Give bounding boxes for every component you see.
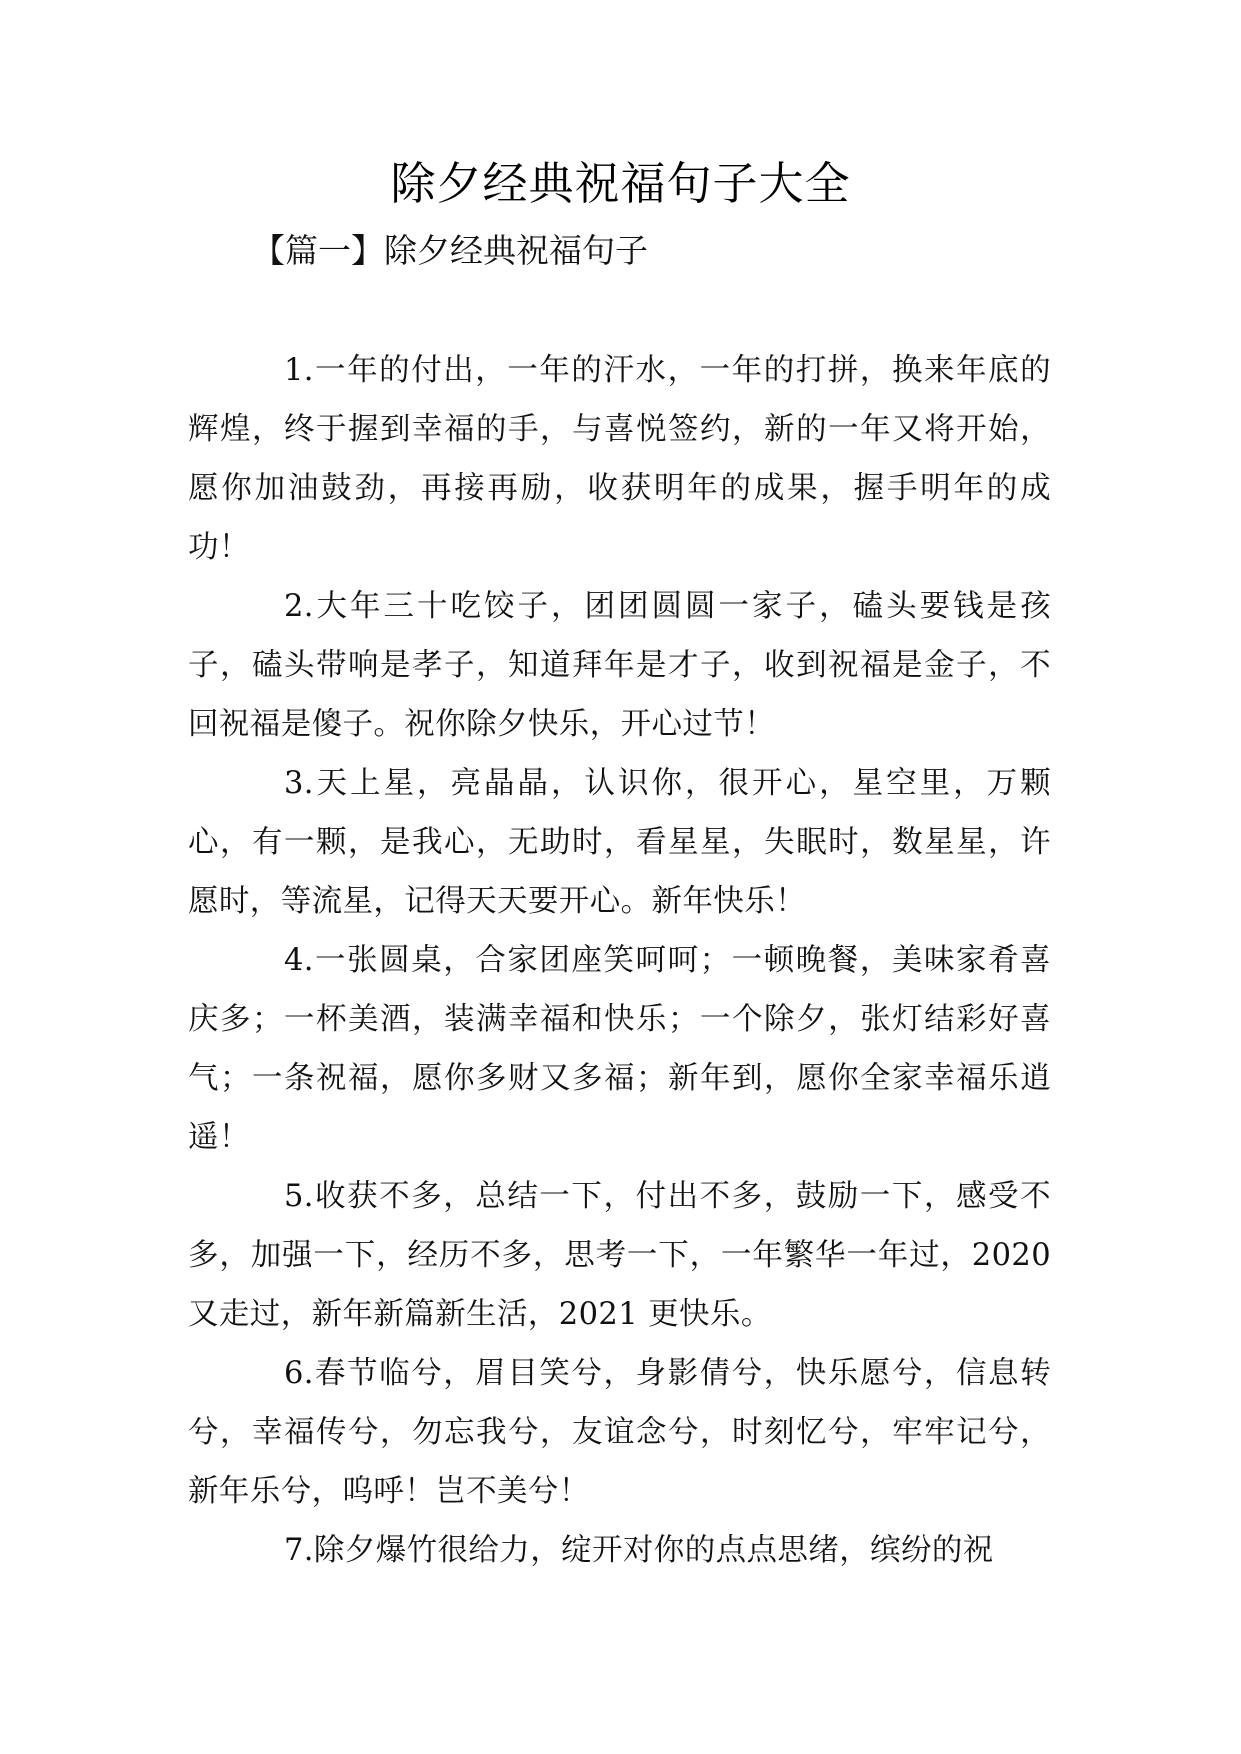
paragraph-5: 5.收获不多，总结一下，付出不多，鼓励一下，感受不多，加强一下，经历不多，思考一下，一年繁华一年过，2020 又走过，新年新篇新生活，2021 更快乐。 — [188, 1179, 1051, 1332]
paragraph-2: 2.大年三十吃饺子，团团圆圆一家子，磕头要钱是孩子，磕头带响是孝子，知道拜年是才子，收到祝福是金子，不回祝福是傻子。祝你除夕快乐，开心过节！ — [188, 589, 1051, 742]
paragraph-4: 4.一张圆桌，合家团座笑呵呵；一顿晚餐，美味家肴喜庆多；一杯美酒，装满幸福和快乐；一个除夕，张灯结彩好喜气；一条祝福，愿你多财又多福；新年到，愿你全家幸福乐逍遥！ — [188, 943, 1051, 1155]
document-title: 除夕经典祝福句子大全 — [390, 157, 851, 210]
section-heading: 【篇一】除夕经典祝福句子 — [252, 231, 648, 270]
paragraph-1: 1.一年的付出，一年的汗水，一年的打拼，换来年底的辉煌，终于握到幸福的手，与喜悦签约，新的一年又将开始，愿你加油鼓劲，再接再励，收获明年的成果，握手明年的成功！ — [188, 353, 1051, 565]
paragraph-6: 6.春节临兮，眉目笑兮，身影倩兮，快乐愿兮，信息转兮，幸福传兮，勿忘我兮，友谊念兮，时刻忆兮，牢牢记兮，新年乐兮，呜呼！岂不美兮！ — [188, 1356, 1051, 1509]
document-body — [188, 341, 1051, 1580]
paragraph-3: 3.天上星，亮晶晶，认识你，很开心，星空里，万颗心，有一颗，是我心，无助时，看星星，失眠时，数星星，许愿时，等流星，记得天天要开心。新年快乐！ — [188, 766, 1051, 919]
paragraph-7: 7.除夕爆竹很给力，绽开对你的点点思绪，缤纷的祝 — [284, 1533, 994, 1568]
